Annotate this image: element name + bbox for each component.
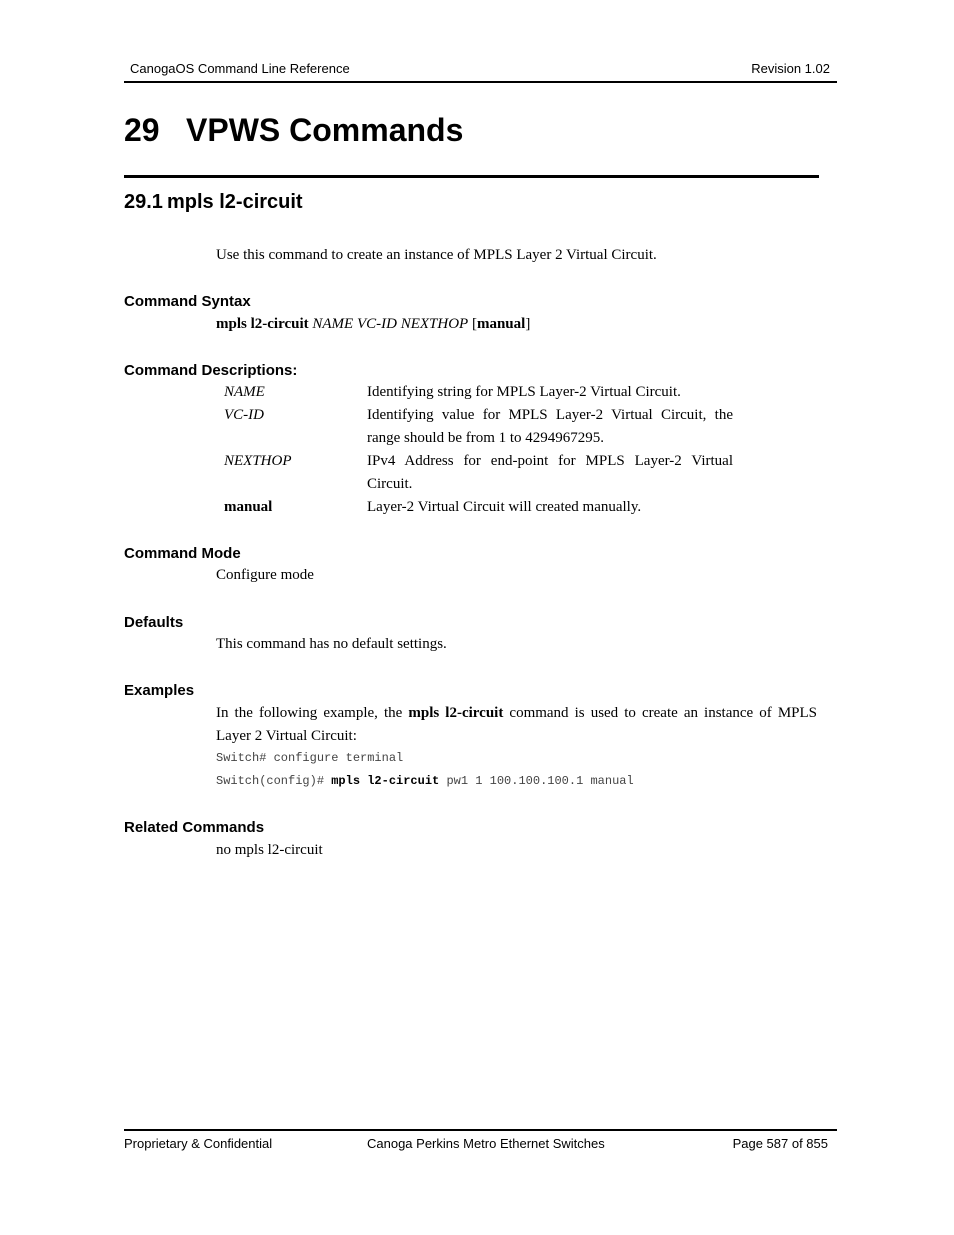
mode-heading: Command Mode	[124, 545, 241, 562]
section-heading	[124, 191, 303, 214]
syntax-line	[216, 313, 530, 336]
code-command: mpls l2-circuit	[331, 774, 440, 788]
desc-term-name: NAME	[224, 384, 265, 400]
examples-text-cmd: mpls l2-circuit	[408, 705, 504, 721]
defaults-heading: Defaults	[124, 614, 184, 631]
examples-heading: Examples	[124, 682, 195, 699]
related-heading: Related Commands	[124, 819, 265, 836]
desc-def-vcid-line1: Identifying value for MPLS Layer-2 Virtual Circuit, the	[367, 407, 733, 423]
syntax-command: mpls l2-circuit	[216, 316, 309, 332]
descriptions-heading: Command Descriptions:	[124, 362, 298, 379]
examples-text-post: command is used to create an instance of MPLS	[509, 705, 818, 721]
footer-rule	[124, 1129, 837, 1131]
header-doc-title: CanogaOS Command Line Reference	[130, 61, 350, 76]
syntax-open-bracket: [	[471, 316, 477, 332]
desc-def-manual: Layer-2 Virtual Circuit will created manually.	[367, 499, 642, 515]
section-title: mpls l2-circuit	[167, 191, 303, 213]
chapter-rule	[124, 175, 819, 178]
desc-def-nexthop-line2: Circuit.	[367, 476, 413, 492]
examples-text-pre: In the following example, the	[216, 705, 403, 721]
chapter-number: 29	[124, 112, 160, 148]
syntax-close-bracket: ]	[525, 316, 531, 332]
desc-term-nexthop: NEXTHOP	[224, 453, 292, 469]
chapter-heading	[124, 112, 463, 149]
defaults-text: This command has no default settings.	[216, 636, 447, 652]
desc-def-name: Identifying string for MPLS Layer-2 Virtual Circuit.	[367, 384, 681, 400]
intro-paragraph: Use this command to create an instance of MPLS Layer 2 Virtual Circuit.	[216, 247, 657, 263]
desc-def-vcid-line2: range should be from 1 to 4294967295.	[367, 430, 605, 446]
code-line-2	[216, 774, 634, 788]
section-number: 29.1	[124, 191, 163, 213]
footer-confidential: Proprietary & Confidential	[124, 1136, 273, 1151]
footer-product: Canoga Perkins Metro Ethernet Switches	[367, 1136, 605, 1151]
code-line-1: Switch# configure terminal	[216, 751, 404, 765]
desc-term-vcid: VC-ID	[224, 407, 264, 423]
related-text: no mpls l2-circuit	[216, 842, 323, 858]
syntax-heading: Command Syntax	[124, 293, 251, 310]
footer-page-number: Page 587 of 855	[732, 1136, 828, 1151]
mode-text: Configure mode	[216, 567, 314, 583]
desc-def-nexthop-line1: IPv4 Address for end-point for MPLS Layer-2 Virtual	[367, 453, 733, 469]
code-prompt: Switch(config)#	[216, 774, 332, 788]
syntax-args: NAME VC-ID NEXTHOP	[312, 316, 469, 332]
syntax-option: manual	[476, 316, 526, 332]
examples-text-line2: Layer 2 Virtual Circuit:	[216, 728, 357, 744]
chapter-title: VPWS Commands	[186, 112, 464, 148]
header-revision: Revision 1.02	[751, 61, 830, 76]
code-args: pw1 1 100.100.100.1 manual	[439, 774, 634, 788]
header-rule	[124, 81, 837, 83]
desc-term-manual: manual	[224, 499, 273, 515]
examples-text-line1	[216, 702, 817, 725]
